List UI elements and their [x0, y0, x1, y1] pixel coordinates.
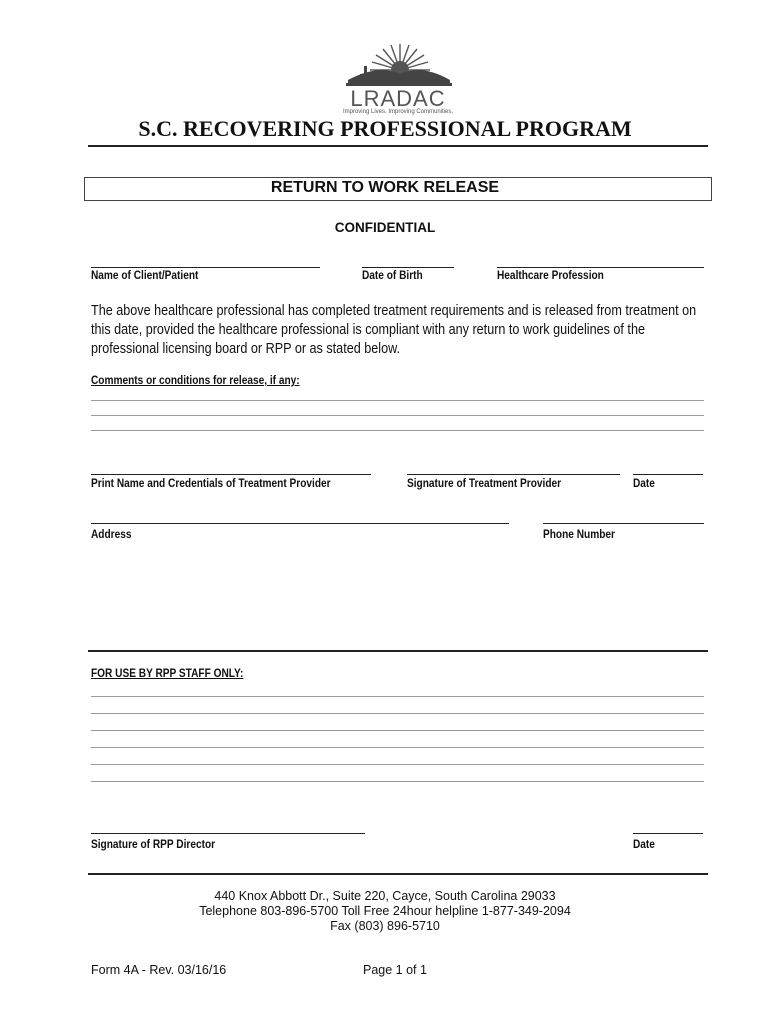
client-name-label: Name of Client/Patient: [91, 270, 199, 282]
page-number: Page 1 of 1: [363, 963, 427, 977]
footer-divider: [88, 873, 708, 875]
address-field[interactable]: [91, 523, 509, 524]
program-title: S.C. RECOVERING PROFESSIONAL PROGRAM: [138, 116, 632, 141]
logo-tagline: Improving Lives. Improving Communities.: [342, 109, 454, 115]
healthcare-profession-label: Healthcare Profession: [497, 270, 604, 282]
staff-note-line[interactable]: [91, 747, 704, 748]
provider-date-label: Date: [633, 478, 655, 490]
address-label: Address: [91, 529, 132, 541]
footer-telephone: Telephone 803-896-5700 Toll Free 24hour helpline 1-877-349-2094: [199, 904, 571, 918]
staff-section-divider: [88, 650, 708, 652]
comment-line[interactable]: [91, 400, 704, 401]
healthcare-profession-field[interactable]: [497, 267, 704, 268]
logo-wordmark: LRADAC: [350, 86, 446, 111]
form-id: Form 4A - Rev. 03/16/16: [91, 963, 227, 977]
comment-line[interactable]: [91, 415, 704, 416]
director-signature-field[interactable]: [91, 833, 365, 834]
director-date-field[interactable]: [633, 833, 703, 834]
provider-signature-field[interactable]: [407, 474, 620, 475]
staff-note-line[interactable]: [91, 713, 704, 714]
provider-print-name-label: Print Name and Credentials of Treatment Provider: [91, 478, 331, 490]
client-name-field[interactable]: [91, 267, 320, 268]
staff-note-line[interactable]: [91, 696, 704, 697]
director-signature-label: Signature of RPP Director: [91, 839, 216, 851]
form-title: RETURN TO WORK RELEASE: [270, 179, 500, 196]
phone-number-field[interactable]: [543, 523, 704, 524]
director-date-label: Date: [633, 839, 655, 851]
comments-label: Comments or conditions for release, if any:: [91, 375, 300, 387]
staff-note-line[interactable]: [91, 730, 704, 731]
comment-line[interactable]: [91, 430, 704, 431]
release-statement: The above healthcare professional has completed treatment requirements and is released from treatment on this date, provided the healthcare professional is compliant with any return to work guidelines of the professional licensing board or RPP or as stated below.: [91, 303, 697, 357]
confidential-label: CONFIDENTIAL: [334, 220, 436, 235]
provider-signature-label: Signature of Treatment Provider: [407, 478, 562, 490]
footer-address: 440 Knox Abbott Dr., Suite 220, Cayce, South Carolina 29033: [214, 889, 556, 903]
provider-date-field[interactable]: [633, 474, 703, 475]
staff-note-line[interactable]: [91, 781, 704, 782]
staff-note-line[interactable]: [91, 764, 704, 765]
staff-only-label: FOR USE BY RPP STAFF ONLY:: [91, 668, 244, 680]
title-divider: [88, 145, 708, 147]
date-of-birth-field[interactable]: [362, 267, 454, 268]
footer-fax: Fax (803) 896-5710: [330, 919, 440, 933]
phone-number-label: Phone Number: [543, 529, 615, 541]
date-of-birth-label: Date of Birth: [362, 270, 423, 282]
provider-print-name-field[interactable]: [91, 474, 371, 475]
